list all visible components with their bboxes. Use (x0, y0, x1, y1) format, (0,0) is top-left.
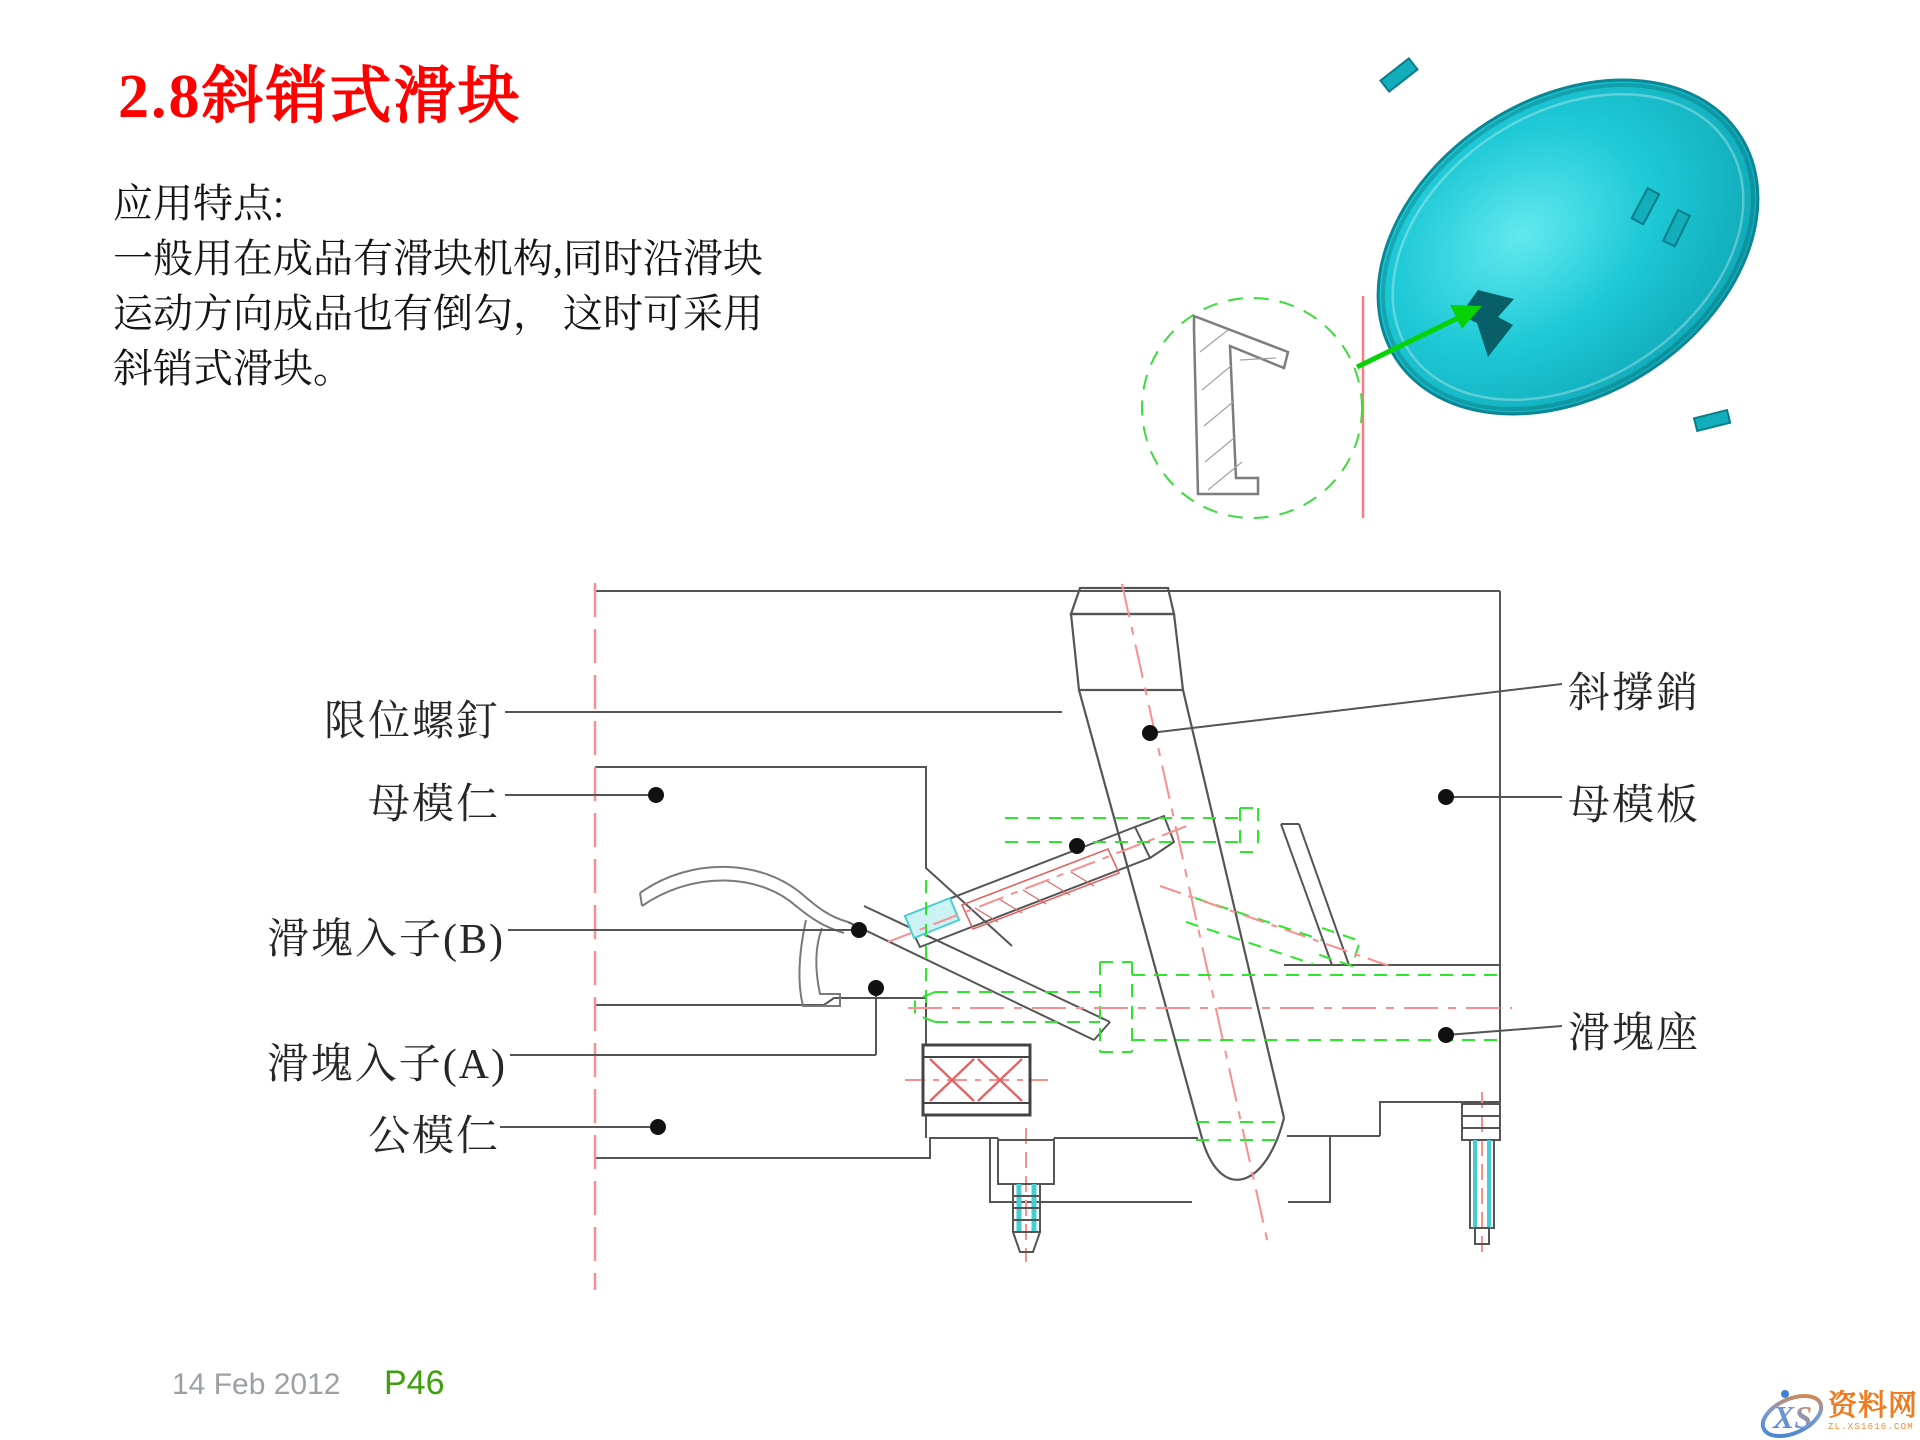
part-label-core-insert: 公模仁 (367, 1114, 500, 1160)
mold-plates (595, 591, 1500, 1202)
part-label-angle-support-pin: 斜撐銷 (1568, 671, 1701, 717)
page-title: 2.8斜销式滑块 (118, 63, 522, 131)
detail-callout (1142, 296, 1482, 518)
part-label-cavity-plate: 母模板 (1568, 783, 1701, 829)
intro-line: 运动方向成品也有倒勾， 这时可采用 (113, 291, 763, 336)
detail-callout-circle (1142, 298, 1362, 518)
page-number: P46 (384, 1364, 445, 1402)
part-label-slider-insert-b: 滑塊入子(B) (267, 917, 505, 963)
product-profile (640, 867, 848, 1006)
intro-line: 一般用在成品有滑块机构,同时沿滑块 (113, 236, 763, 281)
wedge-block (1281, 824, 1349, 965)
small-angle-pin (888, 816, 1192, 947)
watermark-site-name: 资料网 (1828, 1390, 1919, 1422)
intro-text (113, 176, 873, 396)
product-render (1315, 11, 1820, 483)
part-label-cavity-insert: 母模仁 (367, 782, 500, 828)
footer-date: 14 Feb 2012 (172, 1368, 341, 1401)
hook-section-profile (1194, 316, 1288, 494)
bottom-screws (998, 1104, 1500, 1252)
intro-line: 斜销式滑块。 (113, 346, 353, 391)
watermark-ellipse-icon (1758, 1384, 1828, 1440)
hidden-screws (915, 808, 1498, 1140)
watermark-logo (1758, 1384, 1920, 1440)
part-label-slider-seat: 滑塊座 (1568, 1011, 1701, 1057)
part-label-slider-insert-a: 滑塊入子(A) (266, 1042, 507, 1088)
watermark-site-url: ZL.XS1616.COM (1828, 1422, 1914, 1432)
angle-support-pin (1071, 584, 1284, 1244)
part-label-limit-screw: 限位螺釘 (323, 699, 500, 745)
watermark-xs-text: XS (1773, 1399, 1813, 1435)
intro-line: 应用特点: (113, 181, 285, 226)
